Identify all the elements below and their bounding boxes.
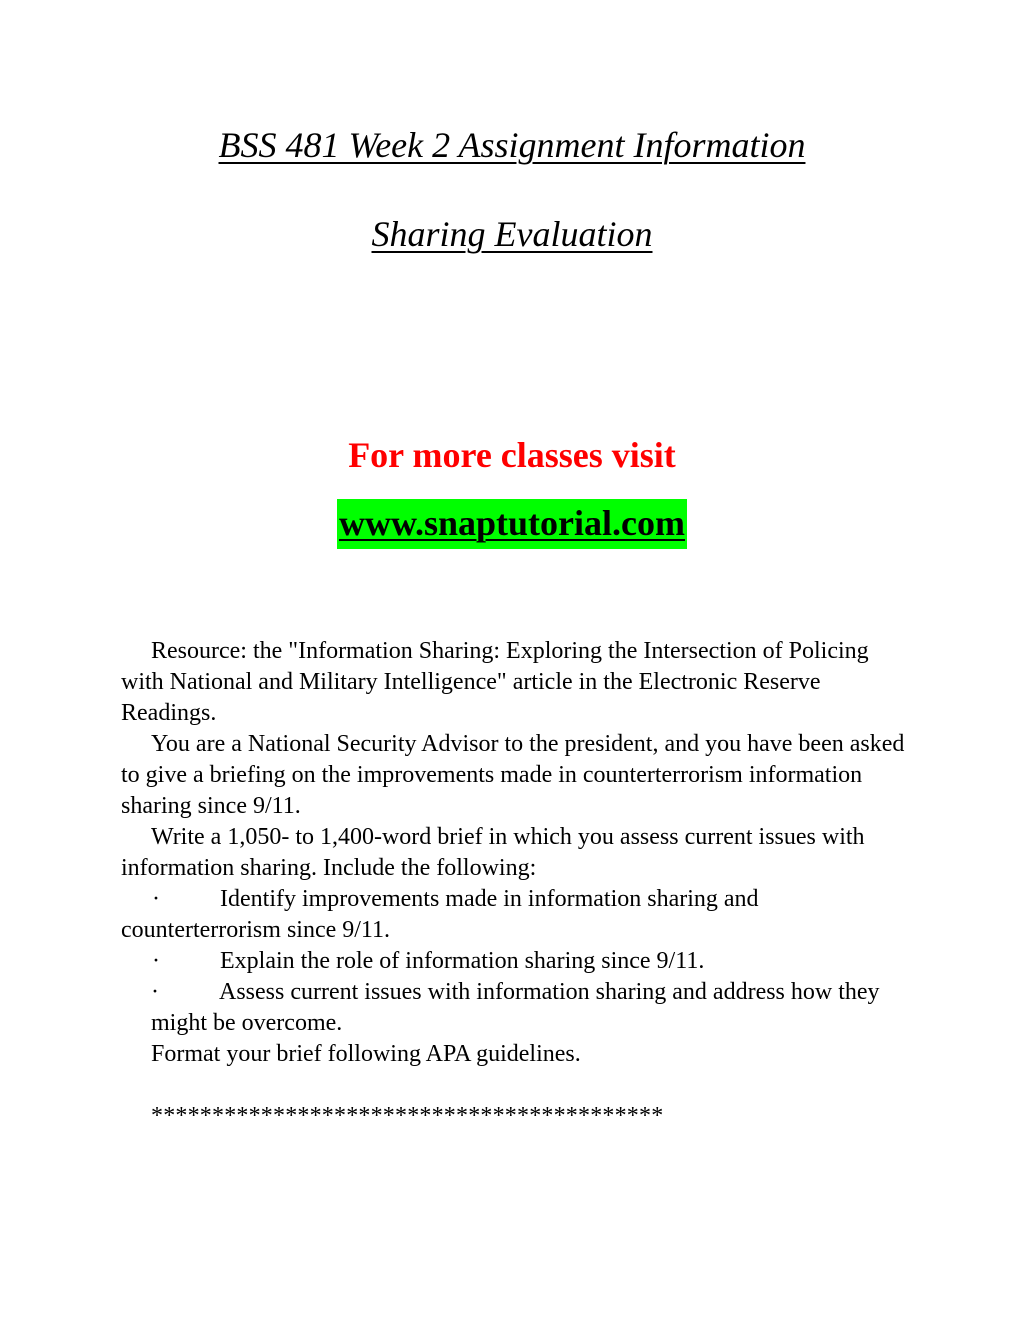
bullet-text: Identify improvements made in information sharing and counterterrorism since 9/11. [121, 886, 759, 943]
resource-paragraph: Resource: the "Information Sharing: Exploring the Intersection of Policing with National and Military Intelligence" article in the Electronic Reserve Readings. [121, 638, 869, 726]
bullet-text: Explain the role of information sharing since 9/11. [220, 948, 705, 974]
bullet-dot: · [152, 886, 160, 912]
task-paragraph: Write a 1,050- to 1,400-word brief in which you assess current issues with information sharing. Include the following: [121, 824, 865, 881]
format-paragraph: Format your brief following APA guidelines. [151, 1041, 581, 1067]
bullet-item-1 [121, 884, 911, 946]
bullet-dot: · [151, 979, 159, 1005]
bullet-dot: · [152, 948, 160, 974]
bullet-item-2 [121, 946, 911, 977]
website-link[interactable]: www.snaptutorial.com [337, 499, 687, 549]
assignment-body [121, 636, 911, 1132]
bullet-text: Assess current issues with information sharing and address how they might be overcome. [151, 979, 880, 1036]
document-title-line-1: BSS 481 Week 2 Assignment Information [218, 125, 806, 165]
document-title-line-2: Sharing Evaluation [371, 214, 653, 254]
promo-link-container [0, 499, 1024, 549]
scenario-paragraph: You are a National Security Advisor to the president, and you have been asked to give a briefing on the improvements made in counterterrorism information sharing since 9/11. [121, 731, 905, 819]
separator-stars: ****************************************** [151, 1103, 664, 1129]
bullet-item-3 [121, 977, 911, 1039]
promo-text: For more classes visit [348, 435, 676, 475]
